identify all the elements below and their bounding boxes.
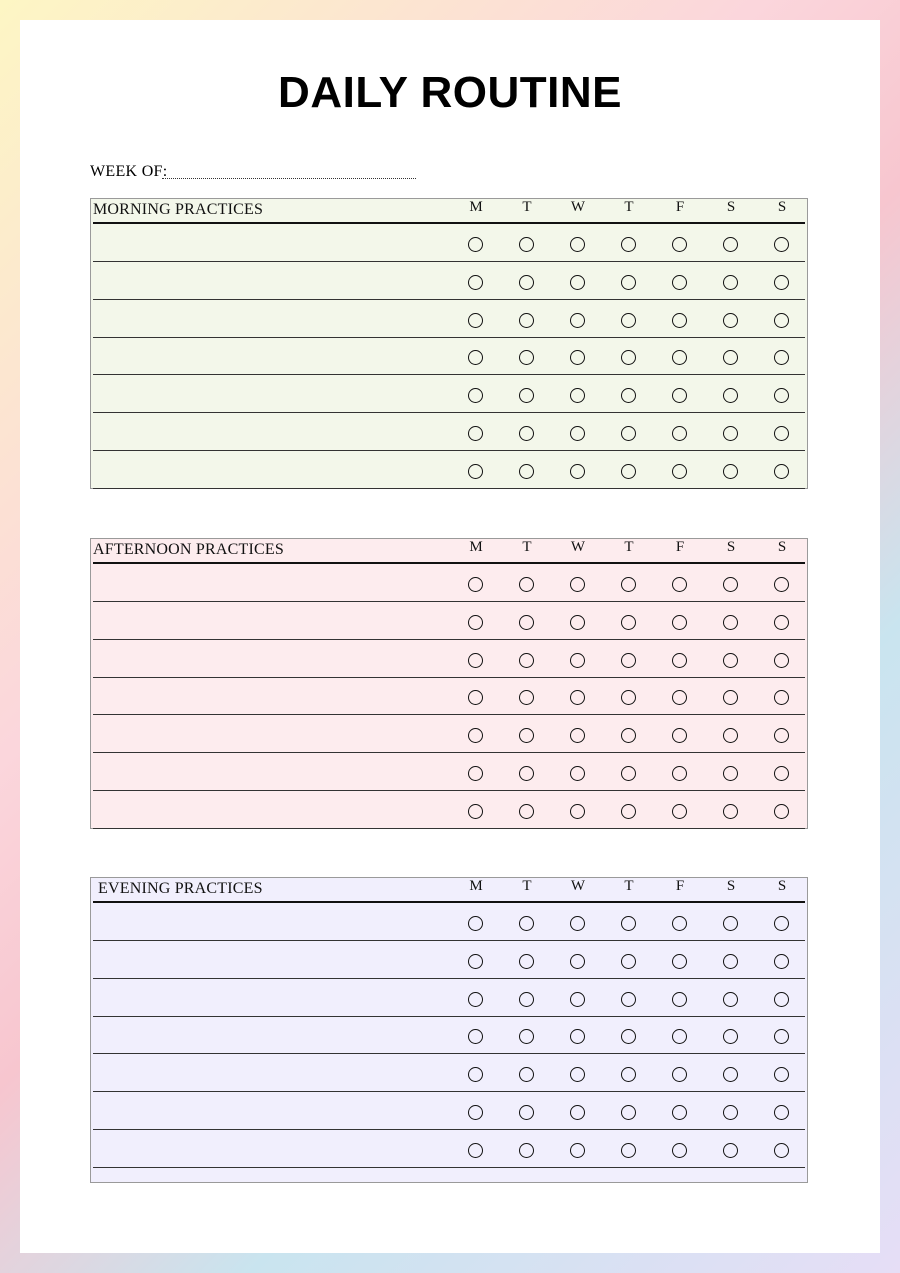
day-checkbox-circle[interactable]	[519, 1143, 534, 1158]
day-checkbox-circle[interactable]	[468, 313, 483, 328]
day-checkbox-circle[interactable]	[723, 992, 738, 1007]
day-checkbox-circle[interactable]	[723, 690, 738, 705]
evening-header	[91, 878, 807, 902]
day-checkbox-circle[interactable]	[774, 653, 789, 668]
day-checkbox-circle[interactable]	[468, 992, 483, 1007]
day-checkbox-circle[interactable]	[774, 237, 789, 252]
evening-section-title: EVENING PRACTICES	[98, 880, 263, 897]
afternoon-section-title: AFTERNOON PRACTICES	[93, 541, 284, 558]
day-label-5: S	[726, 199, 736, 215]
day-label-1: T	[522, 539, 532, 555]
day-checkbox-circle[interactable]	[519, 690, 534, 705]
day-checkbox-circle[interactable]	[672, 1105, 687, 1120]
row-divider	[93, 1167, 805, 1168]
day-checkbox-circle[interactable]	[723, 804, 738, 819]
day-checkbox-circle[interactable]	[774, 1105, 789, 1120]
day-checkbox-circle[interactable]	[723, 766, 738, 781]
day-label-2: W	[570, 539, 586, 555]
day-checkbox-circle[interactable]	[570, 804, 585, 819]
day-checkbox-circle[interactable]	[621, 954, 636, 969]
day-label-4: F	[675, 539, 685, 555]
day-label-6: S	[777, 199, 787, 215]
day-checkbox-circle[interactable]	[468, 1143, 483, 1158]
day-checkbox-circle[interactable]	[672, 350, 687, 365]
day-label-4: F	[675, 878, 685, 894]
day-checkbox-circle[interactable]	[723, 237, 738, 252]
day-checkbox-circle[interactable]	[519, 804, 534, 819]
day-checkbox-circle[interactable]	[774, 464, 789, 479]
day-checkbox-circle[interactable]	[621, 1143, 636, 1158]
day-checkbox-circle[interactable]	[672, 1067, 687, 1082]
day-label-1: T	[522, 199, 532, 215]
day-checkbox-circle[interactable]	[570, 954, 585, 969]
week-of-field[interactable]	[90, 163, 420, 183]
day-checkbox-circle[interactable]	[723, 653, 738, 668]
day-checkbox-circle[interactable]	[570, 464, 585, 479]
day-checkbox-circle[interactable]	[468, 577, 483, 592]
day-checkbox-circle[interactable]	[672, 577, 687, 592]
practice-row[interactable]	[93, 1054, 805, 1092]
day-checkbox-circle[interactable]	[621, 237, 636, 252]
day-checkbox-circle[interactable]	[519, 426, 534, 441]
day-checkbox-circle[interactable]	[621, 766, 636, 781]
day-checkbox-circle[interactable]	[672, 313, 687, 328]
day-checkbox-circle[interactable]	[519, 615, 534, 630]
day-checkbox-circle[interactable]	[672, 992, 687, 1007]
day-checkbox-circle[interactable]	[723, 426, 738, 441]
day-checkbox-circle[interactable]	[723, 350, 738, 365]
day-checkbox-circle[interactable]	[621, 464, 636, 479]
day-checkbox-circle[interactable]	[723, 1143, 738, 1158]
day-checkbox-circle[interactable]	[774, 1143, 789, 1158]
day-checkbox-circle[interactable]	[570, 313, 585, 328]
morning-header	[91, 199, 807, 223]
day-checkbox-circle[interactable]	[723, 313, 738, 328]
day-checkbox-circle[interactable]	[519, 388, 534, 403]
practice-row[interactable]	[93, 640, 805, 678]
day-label-0: M	[469, 199, 483, 215]
practice-row[interactable]	[93, 451, 805, 489]
practice-row[interactable]	[93, 602, 805, 640]
day-label-6: S	[777, 539, 787, 555]
day-checkbox-circle[interactable]	[621, 313, 636, 328]
day-checkbox-circle[interactable]	[519, 464, 534, 479]
practice-row[interactable]	[93, 903, 805, 941]
afternoon-header	[91, 539, 807, 563]
day-checkbox-circle[interactable]	[570, 577, 585, 592]
day-checkbox-circle[interactable]	[774, 1029, 789, 1044]
week-of-label: WEEK OF:	[90, 163, 168, 180]
day-checkbox-circle[interactable]	[468, 916, 483, 931]
day-checkbox-circle[interactable]	[774, 426, 789, 441]
day-checkbox-circle[interactable]	[621, 577, 636, 592]
day-label-3: T	[624, 878, 634, 894]
day-checkbox-circle[interactable]	[672, 237, 687, 252]
day-checkbox-circle[interactable]	[621, 992, 636, 1007]
day-checkbox-circle[interactable]	[468, 728, 483, 743]
practice-row[interactable]	[93, 375, 805, 413]
day-checkbox-circle[interactable]	[723, 577, 738, 592]
practice-row[interactable]	[93, 1092, 805, 1130]
day-checkbox-circle[interactable]	[621, 690, 636, 705]
day-checkbox-circle[interactable]	[570, 275, 585, 290]
day-checkbox-circle[interactable]	[468, 237, 483, 252]
day-checkbox-circle[interactable]	[723, 615, 738, 630]
day-checkbox-circle[interactable]	[468, 464, 483, 479]
day-checkbox-circle[interactable]	[774, 577, 789, 592]
day-checkbox-circle[interactable]	[519, 1067, 534, 1082]
day-checkbox-circle[interactable]	[621, 916, 636, 931]
day-checkbox-circle[interactable]	[570, 1067, 585, 1082]
day-checkbox-circle[interactable]	[723, 388, 738, 403]
practice-row[interactable]	[93, 262, 805, 300]
day-checkbox-circle[interactable]	[621, 728, 636, 743]
day-checkbox-circle[interactable]	[519, 916, 534, 931]
day-checkbox-circle[interactable]	[570, 426, 585, 441]
day-checkbox-circle[interactable]	[672, 275, 687, 290]
day-checkbox-circle[interactable]	[774, 275, 789, 290]
planner-page	[20, 20, 880, 1253]
day-label-1: T	[522, 878, 532, 894]
practice-row[interactable]	[93, 791, 805, 829]
day-checkbox-circle[interactable]	[723, 1105, 738, 1120]
day-checkbox-circle[interactable]	[519, 1029, 534, 1044]
day-checkbox-circle[interactable]	[774, 388, 789, 403]
day-checkbox-circle[interactable]	[519, 237, 534, 252]
day-checkbox-circle[interactable]	[621, 426, 636, 441]
day-checkbox-circle[interactable]	[468, 766, 483, 781]
day-checkbox-circle[interactable]	[570, 916, 585, 931]
day-checkbox-circle[interactable]	[672, 653, 687, 668]
day-checkbox-circle[interactable]	[672, 690, 687, 705]
day-checkbox-circle[interactable]	[570, 237, 585, 252]
day-checkbox-circle[interactable]	[468, 1029, 483, 1044]
day-checkbox-circle[interactable]	[621, 615, 636, 630]
day-checkbox-circle[interactable]	[468, 804, 483, 819]
practice-row[interactable]	[93, 224, 805, 262]
practice-row[interactable]	[93, 300, 805, 338]
day-checkbox-circle[interactable]	[468, 653, 483, 668]
day-checkbox-circle[interactable]	[621, 388, 636, 403]
day-label-3: T	[624, 199, 634, 215]
day-label-0: M	[469, 539, 483, 555]
day-checkbox-circle[interactable]	[519, 728, 534, 743]
day-checkbox-circle[interactable]	[468, 615, 483, 630]
day-checkbox-circle[interactable]	[723, 1029, 738, 1044]
day-checkbox-circle[interactable]	[468, 426, 483, 441]
day-checkbox-circle[interactable]	[570, 690, 585, 705]
day-checkbox-circle[interactable]	[723, 275, 738, 290]
page-title: DAILY ROUTINE	[278, 68, 622, 117]
day-checkbox-circle[interactable]	[774, 766, 789, 781]
day-checkbox-circle[interactable]	[468, 954, 483, 969]
day-checkbox-circle[interactable]	[774, 728, 789, 743]
day-checkbox-circle[interactable]	[774, 1067, 789, 1082]
day-checkbox-circle[interactable]	[621, 1067, 636, 1082]
day-label-3: T	[624, 539, 634, 555]
day-checkbox-circle[interactable]	[672, 615, 687, 630]
day-checkbox-circle[interactable]	[468, 1105, 483, 1120]
day-checkbox-circle[interactable]	[672, 388, 687, 403]
day-checkbox-circle[interactable]	[672, 954, 687, 969]
practice-row[interactable]	[93, 1016, 805, 1054]
practice-row[interactable]	[93, 715, 805, 753]
day-checkbox-circle[interactable]	[621, 275, 636, 290]
day-checkbox-circle[interactable]	[570, 615, 585, 630]
practice-row[interactable]	[93, 979, 805, 1017]
day-checkbox-circle[interactable]	[621, 653, 636, 668]
day-label-0: M	[469, 878, 483, 894]
day-checkbox-circle[interactable]	[468, 1067, 483, 1082]
day-checkbox-circle[interactable]	[519, 313, 534, 328]
day-checkbox-circle[interactable]	[672, 916, 687, 931]
day-checkbox-circle[interactable]	[570, 1105, 585, 1120]
practice-row[interactable]	[93, 941, 805, 979]
practice-row[interactable]	[93, 677, 805, 715]
day-checkbox-circle[interactable]	[468, 350, 483, 365]
day-checkbox-circle[interactable]	[468, 388, 483, 403]
day-checkbox-circle[interactable]	[774, 916, 789, 931]
day-checkbox-circle[interactable]	[672, 426, 687, 441]
day-checkbox-circle[interactable]	[723, 728, 738, 743]
morning-practices-section	[90, 198, 808, 489]
day-checkbox-circle[interactable]	[723, 464, 738, 479]
practice-row[interactable]	[93, 1130, 805, 1168]
day-checkbox-circle[interactable]	[570, 992, 585, 1007]
day-checkbox-circle[interactable]	[570, 1029, 585, 1044]
day-checkbox-circle[interactable]	[519, 275, 534, 290]
evening-practices-section	[90, 877, 808, 1183]
day-checkbox-circle[interactable]	[519, 577, 534, 592]
day-checkbox-circle[interactable]	[519, 954, 534, 969]
day-checkbox-circle[interactable]	[774, 313, 789, 328]
day-checkbox-circle[interactable]	[672, 766, 687, 781]
row-divider	[93, 828, 805, 829]
row-divider	[93, 488, 805, 489]
day-checkbox-circle[interactable]	[672, 464, 687, 479]
day-checkbox-circle[interactable]	[570, 1143, 585, 1158]
day-checkbox-circle[interactable]	[621, 804, 636, 819]
day-checkbox-circle[interactable]	[570, 653, 585, 668]
day-checkbox-circle[interactable]	[621, 350, 636, 365]
morning-section-title: MORNING PRACTICES	[93, 201, 264, 218]
afternoon-practices-section	[90, 538, 808, 829]
day-checkbox-circle[interactable]	[672, 1143, 687, 1158]
day-checkbox-circle[interactable]	[468, 275, 483, 290]
day-checkbox-circle[interactable]	[672, 728, 687, 743]
practice-row[interactable]	[93, 753, 805, 791]
day-checkbox-circle[interactable]	[570, 388, 585, 403]
day-checkbox-circle[interactable]	[774, 615, 789, 630]
day-checkbox-circle[interactable]	[672, 1029, 687, 1044]
day-checkbox-circle[interactable]	[570, 728, 585, 743]
day-label-6: S	[777, 878, 787, 894]
day-checkbox-circle[interactable]	[723, 1067, 738, 1082]
day-checkbox-circle[interactable]	[570, 766, 585, 781]
day-checkbox-circle[interactable]	[774, 350, 789, 365]
day-checkbox-circle[interactable]	[519, 1105, 534, 1120]
day-checkbox-circle[interactable]	[519, 766, 534, 781]
day-checkbox-circle[interactable]	[672, 804, 687, 819]
day-checkbox-circle[interactable]	[621, 1029, 636, 1044]
practice-row[interactable]	[93, 337, 805, 375]
practice-row[interactable]	[93, 413, 805, 451]
day-checkbox-circle[interactable]	[774, 690, 789, 705]
day-checkbox-circle[interactable]	[774, 954, 789, 969]
day-label-4: F	[675, 199, 685, 215]
day-label-2: W	[570, 878, 586, 894]
day-checkbox-circle[interactable]	[774, 804, 789, 819]
day-checkbox-circle[interactable]	[519, 992, 534, 1007]
week-of-dotted-line[interactable]	[162, 178, 416, 179]
day-label-2: W	[570, 199, 586, 215]
day-checkbox-circle[interactable]	[774, 992, 789, 1007]
day-checkbox-circle[interactable]	[519, 653, 534, 668]
day-label-5: S	[726, 878, 736, 894]
day-checkbox-circle[interactable]	[570, 350, 585, 365]
day-checkbox-circle[interactable]	[723, 916, 738, 931]
day-checkbox-circle[interactable]	[519, 350, 534, 365]
day-checkbox-circle[interactable]	[468, 690, 483, 705]
practice-row[interactable]	[93, 564, 805, 602]
day-checkbox-circle[interactable]	[621, 1105, 636, 1120]
day-label-5: S	[726, 539, 736, 555]
day-checkbox-circle[interactable]	[723, 954, 738, 969]
